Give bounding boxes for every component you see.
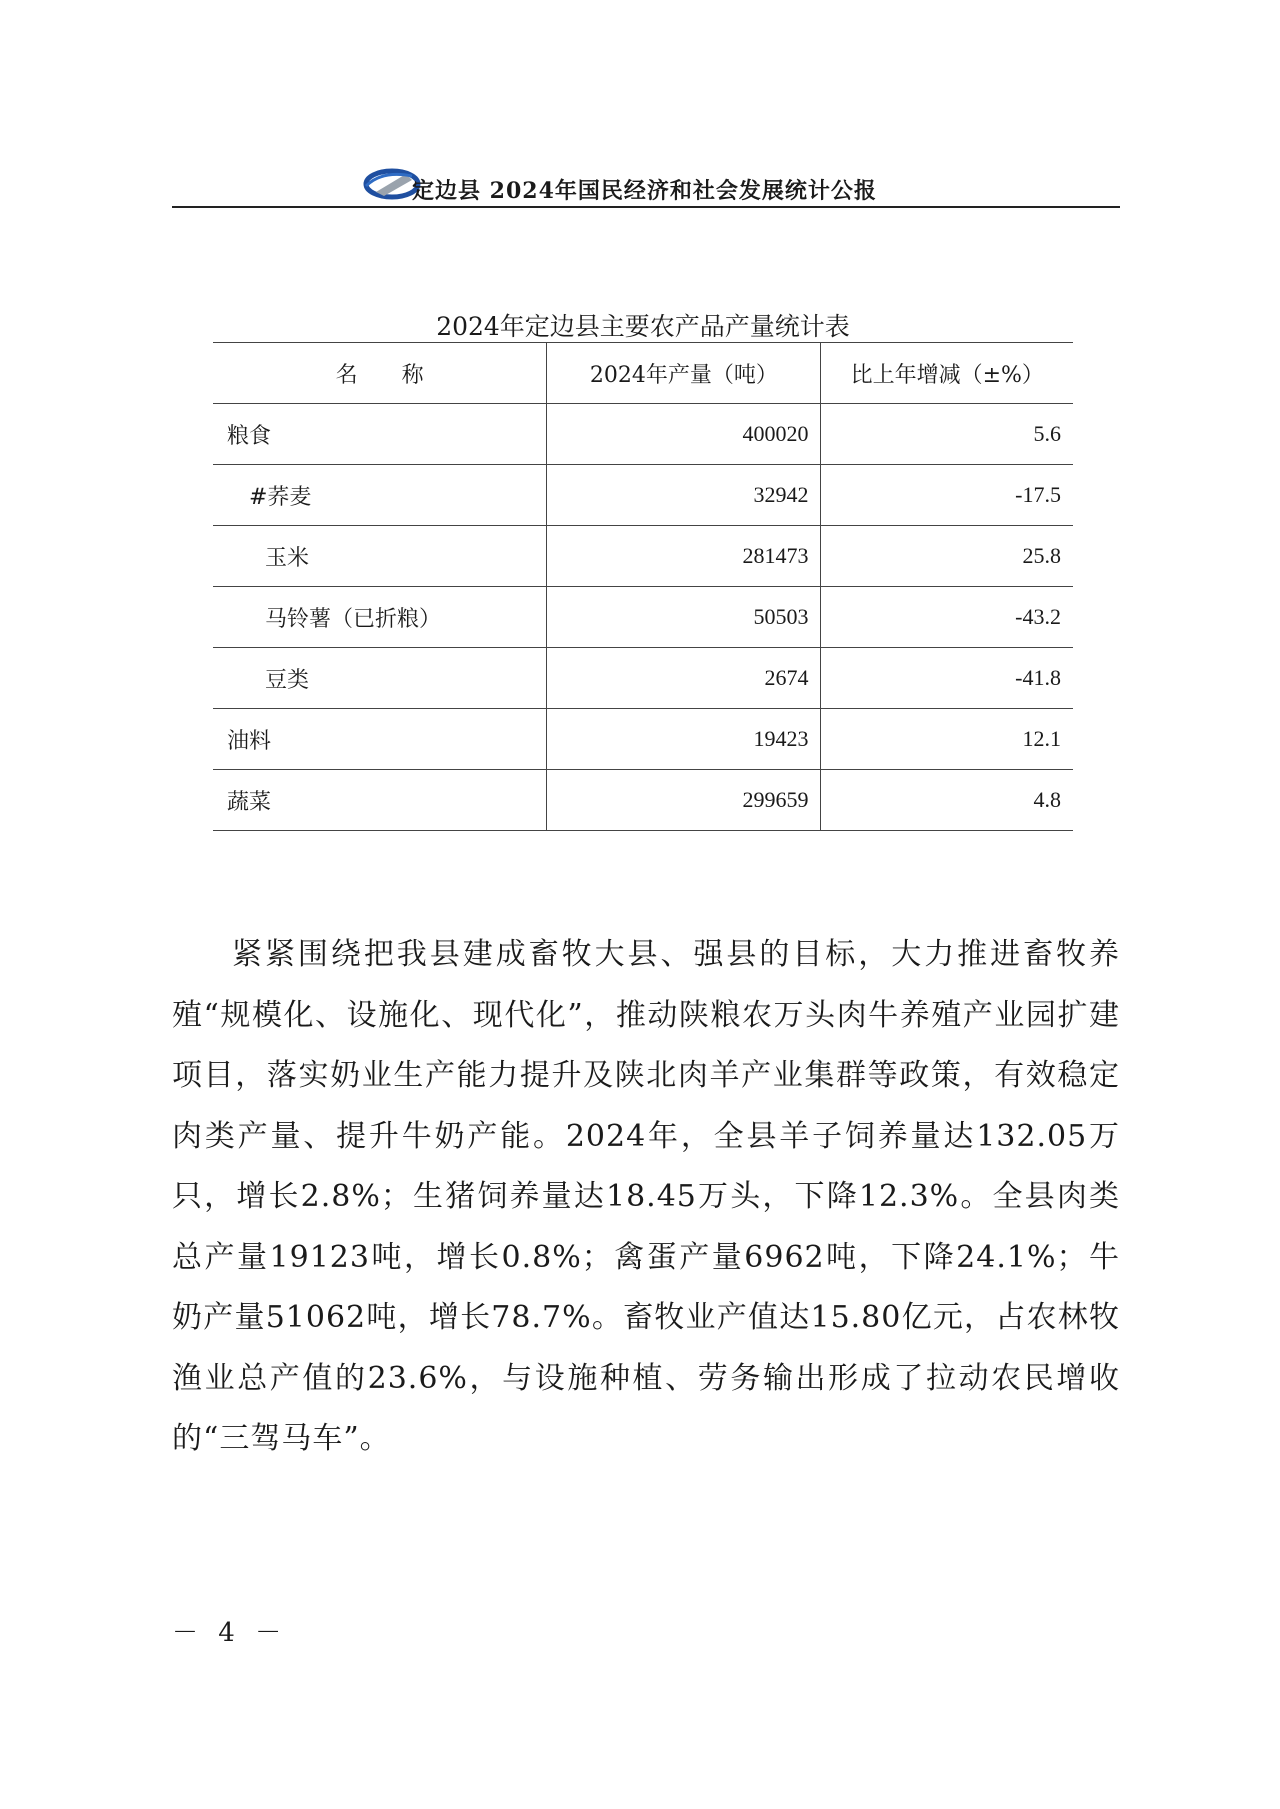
row-change: -41.8 bbox=[821, 648, 1073, 709]
row-name: 玉米 bbox=[213, 526, 547, 587]
row-change: -17.5 bbox=[821, 465, 1073, 526]
row-output: 2674 bbox=[547, 648, 821, 709]
row-change: -43.2 bbox=[821, 587, 1073, 648]
row-change: 25.8 bbox=[821, 526, 1073, 587]
table-row bbox=[213, 709, 1073, 770]
production-table bbox=[213, 342, 1073, 831]
table-title: 2024年定边县主要农产品产量统计表 bbox=[436, 312, 850, 341]
table-row bbox=[213, 648, 1073, 709]
row-output: 19423 bbox=[547, 709, 821, 770]
row-name: 油料 bbox=[213, 709, 547, 770]
row-output: 281473 bbox=[547, 526, 821, 587]
row-output: 400020 bbox=[547, 404, 821, 465]
table-row bbox=[213, 404, 1073, 465]
report-title: 定边县 2024年国民经济和社会发展统计公报 bbox=[412, 178, 877, 204]
header-rule bbox=[172, 206, 1120, 208]
row-output: 50503 bbox=[547, 587, 821, 648]
row-change: 5.6 bbox=[821, 404, 1073, 465]
column-header-output: 2024年产量（吨） bbox=[547, 343, 821, 404]
body-paragraph: 紧紧围绕把我县建成畜牧大县、强县的目标，大力推进畜牧养殖“规模化、设施化、现代化”，推动陕粮农万头肉牛养殖产业园扩建项目，落实奶业生产能力提升及陕北肉羊产业集群等政策，有效稳定肉类产量、提升牛奶产能。2024年，全县羊子饲养量达132.05万只，增长2.8%；生猪饲养量达18.45万头，下降12.3%。全县肉类总产量19123吨，增长0.8%；禽蛋产量6962吨，下降24.1%；牛奶产量51062吨，增长78.7%。畜牧业产值达15.80亿元，占农林牧渔业总产值的23.6%，与设施种植、劳务输出形成了拉动农民增收的“三驾马车”。 bbox=[172, 937, 1120, 1456]
page-number: － 4 － bbox=[172, 1618, 288, 1648]
row-change: 12.1 bbox=[821, 709, 1073, 770]
table-row bbox=[213, 770, 1073, 831]
table-row bbox=[213, 587, 1073, 648]
row-change: 4.8 bbox=[821, 770, 1073, 831]
table-row bbox=[213, 526, 1073, 587]
table-row bbox=[213, 465, 1073, 526]
row-name: #荞麦 bbox=[213, 465, 547, 526]
row-output: 299659 bbox=[547, 770, 821, 831]
row-name: 蔬菜 bbox=[213, 770, 547, 831]
table-header-row bbox=[213, 343, 1073, 404]
row-name: 粮食 bbox=[213, 404, 547, 465]
column-header-change: 比上年增减（±%） bbox=[821, 343, 1073, 404]
row-output: 32942 bbox=[547, 465, 821, 526]
row-name: 豆类 bbox=[213, 648, 547, 709]
column-header-name: 名 称 bbox=[213, 343, 547, 404]
page-header bbox=[172, 160, 1120, 208]
row-name: 马铃薯（已折粮） bbox=[213, 587, 547, 648]
